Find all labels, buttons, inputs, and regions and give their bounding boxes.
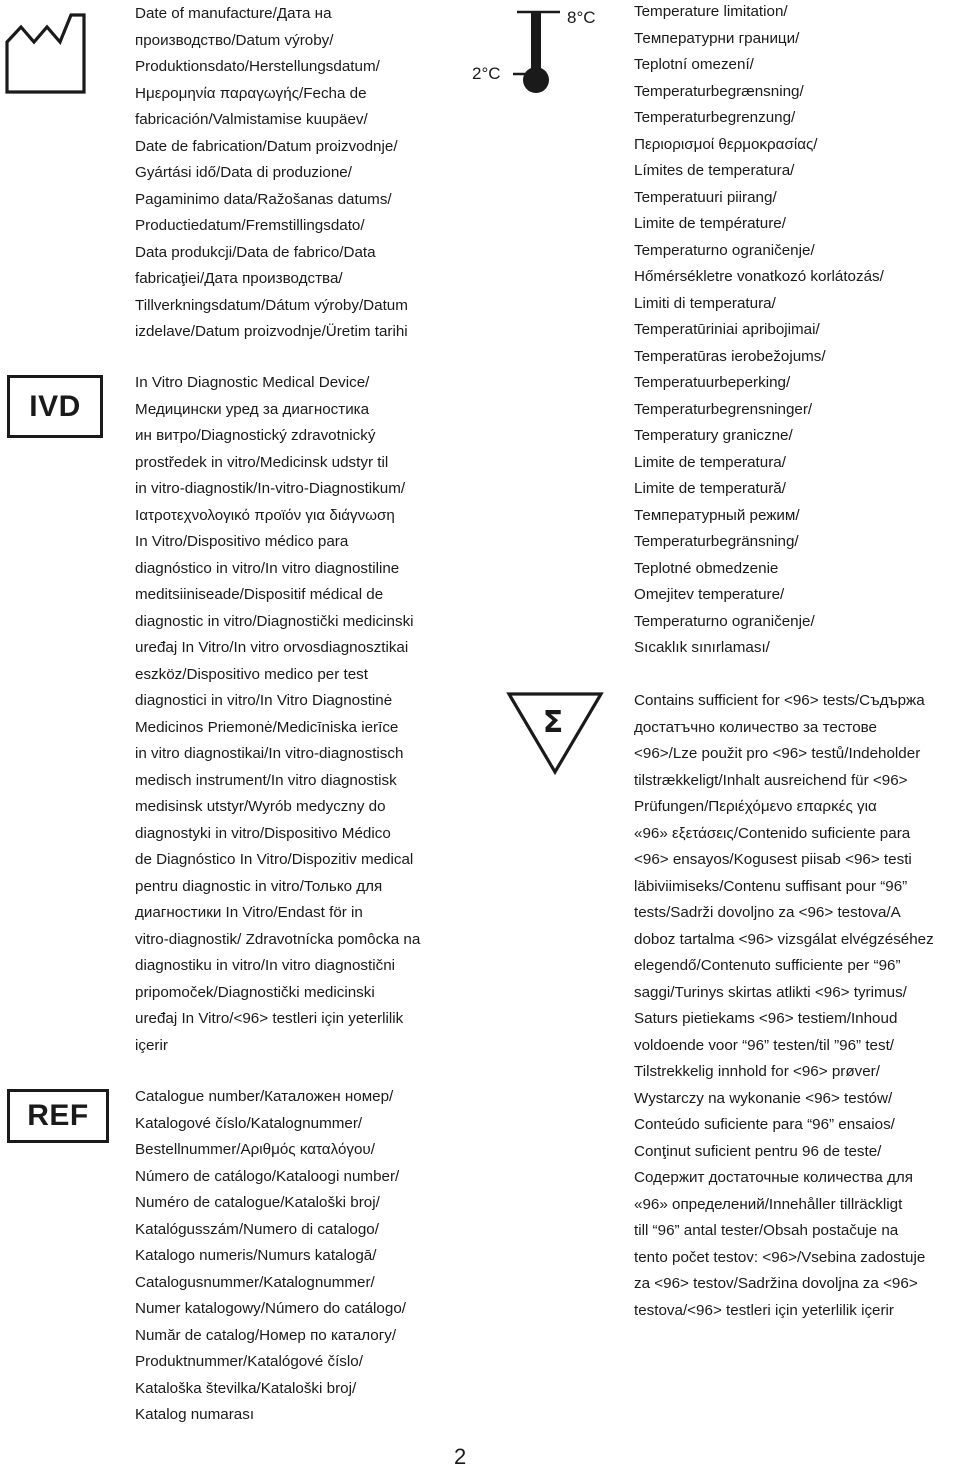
text-line: Bestellnummer/Αριθμός καταλόγου/ — [135, 1141, 375, 1158]
text-line: Tillverkningsdatum/Dátum výroby/Datum — [135, 296, 408, 314]
text-line: Ημερομηνία παραγωγής/Fecha de — [135, 84, 367, 102]
text-line: Limite de température/ — [634, 215, 786, 232]
text-line: Catalogusnummer/Katalognummer/ — [135, 1273, 375, 1291]
text-line: tests/Sadrži dovoljno za <96> testova/A — [634, 904, 901, 921]
text-line: Temperatuuri piirang/ — [634, 188, 777, 206]
text-line: «96» εξετάσεις/Contenido suficiente para — [634, 824, 911, 842]
text-line: Contains sufficient for <96> tests/Съдържа — [634, 692, 925, 709]
text-line: in vitro diagnostikai/In vitro-diagnostisch — [135, 745, 404, 762]
text-line: läbiviimiseks/Contenu suffisant pour “96” — [634, 877, 908, 895]
text-line: Data produkcji/Data de fabrico/Data — [135, 243, 376, 261]
text-line: till “96” antal tester/Obsah postačuje na — [634, 1222, 899, 1239]
text-line: Límites de temperatura/ — [634, 162, 795, 179]
text-line: medisch instrument/In vitro diagnostisk — [135, 771, 397, 789]
text-line: Date de fabrication/Datum proizvodnje/ — [135, 137, 398, 155]
temperature-low-label: 2°C — [472, 64, 501, 83]
text-line: Katalógusszám/Numero di catalogo/ — [135, 1220, 379, 1238]
text-line: производство/Datum výroby/ — [135, 31, 334, 49]
ivd-symbol: IVD — [7, 375, 103, 438]
text-line: Temperatury graniczne/ — [634, 427, 793, 444]
text-line: Медицински уред за диагностика — [135, 400, 370, 418]
manufacture-date-text — [135, 1, 408, 346]
text-line: Omejitev temperature/ — [634, 586, 785, 603]
sigma-glyph: Σ — [542, 705, 564, 740]
text-line: pripomoček/Diagnostički medicinski — [135, 983, 375, 1001]
text-line: in vitro-diagnostik/In-vitro-Diagnostikum/ — [135, 480, 406, 497]
text-line: za <96> testov/Sadržina dovoljna za <96> — [634, 1275, 918, 1292]
text-line: Hőmérsékletre vonatkozó korlátozás/ — [634, 268, 884, 285]
text-line: doboz tartalma <96> vizsgálat elvégzéséhez — [634, 930, 934, 948]
text-line: Teplotní omezení/ — [634, 56, 754, 73]
text-line: vitro-diagnostik/ Zdravotnícka pomôcka na — [135, 930, 421, 948]
text-line: diagnostyki in vitro/Dispositivo Médico — [135, 824, 391, 842]
text-line: Temperaturbegrænsning/ — [634, 82, 804, 100]
text-line: voldoende voor “96” testen/til ”96” test/ — [634, 1036, 895, 1054]
text-line: Saturs pietiekams <96> testiem/Inhoud — [634, 1010, 898, 1027]
text-line: Temperaturbegrenzung/ — [634, 109, 796, 126]
text-line: Temperatuurbeperking/ — [634, 374, 791, 391]
text-line: Gyártási idő/Data di produzione/ — [135, 164, 352, 181]
text-line: diagnóstico in vitro/In vitro diagnostiline — [135, 559, 400, 577]
text-line: Pagaminimo data/Ražošanas datums/ — [135, 190, 392, 208]
text-line: Prüfungen/Περιέχόμενο επαρκές για — [634, 798, 877, 815]
text-line: tilstrækkeligt/Inhalt ausreichend für <96> — [634, 771, 908, 789]
text-line: достатъчно количество за тестове — [634, 718, 877, 736]
text-line: Kataloška številka/Kataloški broj/ — [135, 1379, 357, 1397]
text-line: Produktionsdato/Herstellungsdatum/ — [135, 58, 380, 75]
text-line: In Vitro Diagnostic Medical Device/ — [135, 374, 370, 391]
factory-icon — [4, 12, 86, 96]
text-line: Περιορισμοί θερμοκρασίας/ — [634, 135, 818, 153]
text-line: elegendő/Contenuto sufficiente per “96” — [634, 957, 901, 974]
text-line: Содержит достаточные количества для — [634, 1169, 913, 1186]
text-line: Temperatūras ierobežojums/ — [634, 347, 826, 365]
text-line: Tilstrekkelig innhold for <96> prøver/ — [634, 1063, 880, 1080]
text-line: Temperaturno ograničenje/ — [634, 612, 815, 630]
ref-symbol: REF — [7, 1089, 109, 1143]
text-line: testova/<96> testleri için yeterlilik içerir — [634, 1301, 894, 1319]
text-line: Teplotné obmedzenie — [634, 559, 779, 577]
text-line: Temperaturbegrensninger/ — [634, 400, 813, 418]
text-line: içerir — [135, 1036, 168, 1054]
text-line: диагностики In Vitro/Endast för in — [135, 904, 363, 921]
text-line: Conteúdo suficiente para “96” ensaios/ — [634, 1116, 895, 1133]
text-line: Katalogové číslo/Katalognummer/ — [135, 1114, 363, 1132]
contains-sufficient-text — [634, 688, 934, 1324]
page-number: 2 — [454, 1444, 467, 1469]
text-line: diagnostiku in vitro/In vitro diagnostični — [135, 957, 396, 974]
text-line: medisinsk utstyr/Wyrób medyczny do — [135, 798, 386, 815]
text-line: Limite de temperatură/ — [634, 480, 786, 497]
temperature-high-label: 8°C — [567, 8, 596, 27]
text-line: Температурни граници/ — [634, 29, 800, 47]
text-line: fabricaţiei/Дата производства/ — [135, 270, 343, 287]
text-line: Numéro de catalogue/Kataloški broj/ — [135, 1194, 380, 1211]
text-line: izdelave/Datum proizvodnje/Üretim tarihi — [135, 323, 408, 340]
text-line: uređaj In Vitro/In vitro orvosdiagnosztikai — [135, 639, 409, 656]
text-line: Sıcaklık sınırlaması/ — [634, 639, 770, 656]
text-line: Temperaturno ograničenje/ — [634, 241, 815, 259]
text-line: de Diagnóstico In Vitro/Dispozitiv medical — [135, 851, 414, 868]
text-line: Conţinut suficient pentru 96 de teste/ — [634, 1142, 882, 1160]
text-line: Температурный режим/ — [634, 506, 800, 524]
text-line: Katalogo numeris/Numurs katalogā/ — [135, 1247, 377, 1264]
text-line: Wystarczy na wykonanie <96> testów/ — [634, 1089, 893, 1107]
text-line: Medicinos Priemonė/Medicīniska ierīce — [135, 718, 399, 736]
text-line: Ιατροτεχνολογικό προϊόν για διάγνωση — [135, 506, 395, 524]
text-line: diagnostic in vitro/Diagnostički medicinski — [135, 612, 414, 630]
text-line: meditsiiniseade/Dispositif médical de — [135, 586, 384, 603]
text-line: Productiedatum/Fremstillingsdato/ — [135, 217, 365, 234]
text-line: Date of manufacture/Дата на — [135, 5, 332, 22]
text-line: Temperatūriniai apribojimai/ — [634, 321, 820, 338]
text-line: Temperaturbegränsning/ — [634, 533, 799, 550]
text-line: Numer katalogowy/Número do catálogo/ — [135, 1300, 406, 1317]
text-line: Produktnummer/Katalógové číslo/ — [135, 1353, 363, 1370]
text-line: Număr de catalog/Номер по каталогу/ — [135, 1326, 397, 1344]
text-line: ин витро/Diagnostický zdravotnický — [135, 427, 376, 444]
text-line: Número de catálogo/Kataloogi number/ — [135, 1167, 400, 1185]
text-line: Limiti di temperatura/ — [634, 294, 776, 312]
text-line: Catalogue number/Каталожен номер/ — [135, 1088, 394, 1105]
text-line: In Vitro/Dispositivo médico para — [135, 533, 349, 550]
text-line: diagnostici in vitro/In Vitro Diagnostinė — [135, 692, 393, 709]
text-line: Katalog numarası — [135, 1406, 255, 1423]
catalogue-number-text — [135, 1084, 406, 1429]
text-line: Temperature limitation/ — [634, 3, 788, 20]
text-line: pentru diagnostic in vitro/Только для — [135, 877, 383, 895]
text-line: «96» определений/Innehåller tillräckligt — [634, 1195, 903, 1213]
text-line: <96>/Lze použit pro <96> testů/Indeholder — [634, 745, 921, 762]
temperature-limitation-text — [634, 0, 884, 662]
text-line: prostředek in vitro/Medicinsk udstyr til — [135, 453, 389, 471]
text-line: uređaj In Vitro/<96> testleri için yeterlilik — [135, 1010, 404, 1027]
text-line: tento počet testov: <96>/Vsebina zadostuje — [634, 1248, 926, 1266]
text-line: <96> ensayos/Kogusest piisab <96> testi — [634, 851, 912, 868]
text-line: eszköz/Dispositivo medico per test — [135, 665, 368, 683]
text-line: Limite de temperatura/ — [634, 453, 786, 471]
text-line: fabricación/Valmistamise kuupäev/ — [135, 111, 368, 128]
ivd-description-text — [135, 370, 420, 1059]
sigma-triangle-icon — [505, 690, 605, 776]
text-line: saggi/Turinys skirtas atlikti <96> tyrimus/ — [634, 983, 907, 1001]
